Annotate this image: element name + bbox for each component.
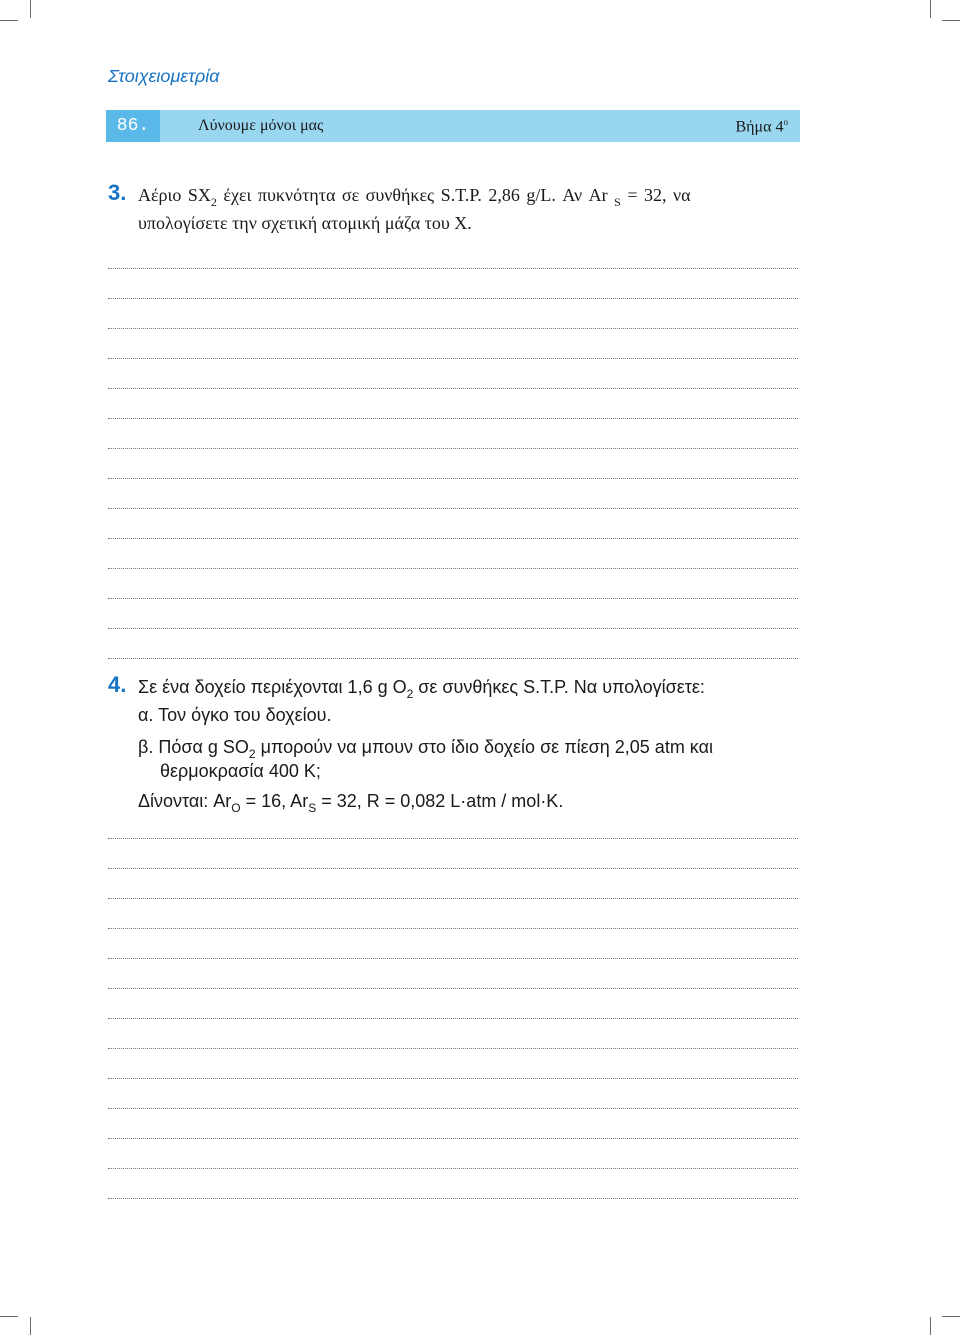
answer-line bbox=[108, 418, 798, 449]
answer-line bbox=[108, 268, 798, 299]
answer-line bbox=[108, 598, 798, 629]
page-number: 86. bbox=[106, 110, 160, 142]
answer-line bbox=[108, 358, 798, 389]
answer-line bbox=[108, 328, 798, 359]
answer-line bbox=[108, 1048, 798, 1079]
answer-line bbox=[108, 508, 798, 539]
answer-line bbox=[108, 868, 798, 899]
crop-mark bbox=[30, 1317, 31, 1335]
answer-line bbox=[108, 838, 798, 869]
answer-line bbox=[108, 538, 798, 569]
answer-line bbox=[108, 478, 798, 509]
crop-mark bbox=[942, 20, 960, 21]
crop-mark bbox=[942, 1316, 960, 1317]
answer-line bbox=[108, 568, 798, 599]
crop-mark bbox=[30, 0, 31, 18]
answer-line bbox=[108, 298, 798, 329]
answer-line bbox=[108, 988, 798, 1019]
answer-line bbox=[108, 898, 798, 929]
crop-mark bbox=[0, 1316, 18, 1317]
problem-text: Αέριο $SX_2$ έχει πυκνότητα σε συνθήκες S.T.P. 2,86 g/L. Αν Ar $_S$ = 32, να bbox=[138, 185, 691, 209]
crop-mark bbox=[930, 1317, 931, 1335]
crop-mark bbox=[0, 20, 18, 21]
answer-line bbox=[108, 928, 798, 959]
answer-line bbox=[108, 388, 798, 419]
part-b-cont: θερμοκρασία 400 K; bbox=[160, 761, 321, 781]
answer-line bbox=[108, 958, 798, 989]
answer-line bbox=[108, 1138, 798, 1169]
problem-text: υπολογίσετε την σχετική ατομική μάζα του X. bbox=[138, 213, 472, 233]
answer-line bbox=[108, 1018, 798, 1049]
part-a: α. Τον όγκο του δοχείου. bbox=[138, 705, 332, 725]
exercise-header bbox=[106, 110, 800, 142]
answer-line bbox=[108, 1078, 798, 1109]
section-title: Στοιχειομετρία bbox=[108, 66, 220, 86]
answer-line bbox=[108, 448, 798, 479]
problem-number: 4. bbox=[108, 672, 127, 697]
problem-text: Σε ένα δοχείο περιέχονται 1,6 g $O_2$ σε συνθήκες S.T.P. Να υπολογίσετε: bbox=[138, 677, 705, 701]
answer-line bbox=[108, 808, 798, 839]
answer-line bbox=[108, 1108, 798, 1139]
answer-line bbox=[108, 628, 798, 659]
given-data: Δίνονται: $Ar_O = 16$, $Ar_S = 32$, R = 0,082 L·atm / mol·K. bbox=[138, 791, 564, 815]
problem-number: 3. bbox=[108, 180, 127, 205]
header-title: Λύνουμε μόνοι μας bbox=[198, 117, 324, 134]
header-step: Βήμα $4^o$ bbox=[735, 117, 788, 136]
crop-mark bbox=[930, 0, 931, 18]
answer-line bbox=[108, 1168, 798, 1199]
answer-line bbox=[108, 238, 798, 269]
part-b: β. Πόσα g $SO_2$ μπορούν να μπουν στο ίδιο δοχείο σε πίεση 2,05 atm και bbox=[138, 737, 713, 761]
